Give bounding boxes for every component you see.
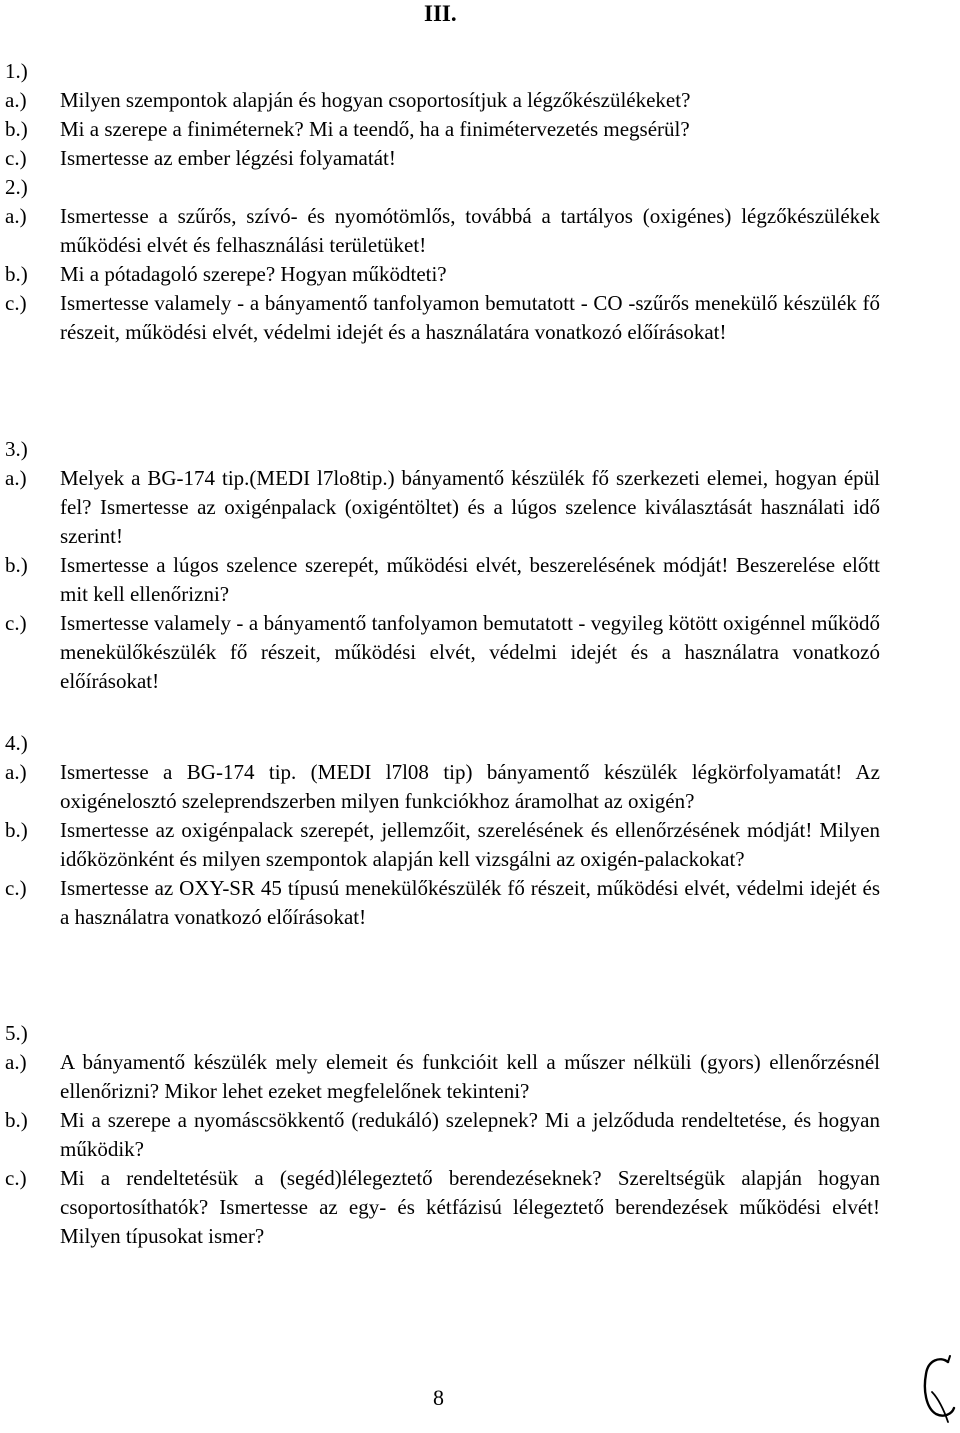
question-section-1 (5, 57, 880, 173)
question-item (5, 551, 880, 609)
item-label: a.) (5, 1050, 27, 1074)
section-number: 5.) (5, 1021, 28, 1045)
item-label: a.) (5, 88, 27, 112)
item-label: b.) (5, 117, 28, 141)
item-text: Mi a szerepe a finiméternek? Mi a teendő, ha a finimétervezetés megsérül? (60, 117, 690, 141)
question-item (5, 144, 880, 173)
item-label: a.) (5, 466, 27, 490)
item-text: Ismertesse az OXY-SR 45 típusú menekülőkészülék fő részeit, működési elvét, védelmi idejét és a használatra vonatkozó előírásokat! (60, 876, 880, 929)
question-item (5, 260, 880, 289)
question-item (5, 1048, 880, 1106)
question-section-2 (5, 173, 880, 347)
question-item (5, 758, 880, 816)
item-label: b.) (5, 818, 28, 842)
item-text: Ismertesse a BG-174 tip. (MEDI l7l08 tip) bányamentő készülék légkörfolyamatát! Az oxigénelosztó szeleprendszerben milyen funkciókhoz áramolhat az oxigén? (60, 760, 880, 813)
item-label: b.) (5, 1108, 28, 1132)
item-label: b.) (5, 553, 28, 577)
question-item (5, 1164, 880, 1251)
section-number: 1.) (5, 59, 28, 83)
item-label: a.) (5, 760, 27, 784)
section-number: 2.) (5, 175, 28, 199)
item-label: c.) (5, 146, 27, 170)
item-text: Ismertesse a szűrős, szívó- és nyomótömlős, továbbá a tartályos (oxigénes) légzőkészülékek működési elvét és felhasználási területüket! (60, 204, 880, 257)
question-item (5, 202, 880, 260)
item-text: Melyek a BG-174 tip.(MEDI l7lo8tip.) bányamentő készülék fő szerkezeti elemei, hogyan épül fel? Ismertesse az oxigénpalack (oxigéntöltet) és a lúgos szelence kiválasztását használati idő szerint! (60, 466, 880, 548)
section-number: 3.) (5, 437, 28, 461)
item-text: Mi a pótadagoló szerepe? Hogyan működteti? (60, 262, 447, 286)
page-number: 8 (433, 1385, 444, 1410)
item-text: Ismertesse valamely - a bányamentő tanfolyamon bemutatott - vegyileg kötött oxigénnel működő menekülőkészülék fő részeit, működési elvét, védelmi idejét és a használatra vonatkozó előírásokat! (60, 611, 880, 693)
question-section-5 (5, 1019, 880, 1251)
page-heading: III. (424, 1, 457, 26)
question-item (5, 115, 880, 144)
question-item (5, 816, 880, 874)
item-text: Milyen szempontok alapján és hogyan csoportosítjuk a légzőkészülékeket? (60, 88, 691, 112)
item-label: a.) (5, 204, 27, 228)
question-section-3 (5, 435, 880, 696)
item-label: c.) (5, 876, 27, 900)
item-text: Mi a rendeltetésük a (segéd)lélegeztető berendezéseknek? Szereltségük alapján hogyan csoportosíthatók? Ismertesse az egy- és kétfázisú lélegeztető berendezések működési elvét! Milyen típusokat ismer? (60, 1166, 880, 1248)
item-label: c.) (5, 291, 27, 315)
question-item (5, 464, 880, 551)
question-item (5, 1106, 880, 1164)
item-label: c.) (5, 611, 27, 635)
section-number: 4.) (5, 731, 28, 755)
item-label: c.) (5, 1166, 27, 1190)
item-text: Ismertesse az oxigénpalack szerepét, jellemzőit, szerelésének és ellenőrzésének módját! Milyen időközönként és milyen szempontok alapján kell vizsgálni az oxigén-palackokat? (60, 818, 880, 871)
item-text: Ismertesse az ember légzési folyamatát! (60, 146, 396, 170)
item-text: A bányamentő készülék mely elemeit és funkcióit kell a műszer nélküli (gyors) ellenőrzésnél ellenőrizni? Mikor lehet ezeket megfelelőnek tekinteni? (60, 1050, 880, 1103)
question-item (5, 86, 880, 115)
question-item (5, 289, 880, 347)
item-text: Ismertesse valamely - a bányamentő tanfolyamon bemutatott - CO -szűrős menekülő készülék fő részeit, működési elvét, védelmi idejét és a használatára vonatkozó előírásokat! (60, 291, 880, 344)
question-item (5, 874, 880, 932)
question-section-4 (5, 729, 880, 932)
item-text: Mi a szerepe a nyomáscsökkentő (redukáló) szelepnek? Mi a jelződuda rendeltetése, és hogyan működik? (60, 1108, 880, 1161)
item-label: b.) (5, 262, 28, 286)
handwritten-initial-mark (918, 1352, 958, 1424)
question-item (5, 609, 880, 696)
item-text: Ismertesse a lúgos szelence szerepét, működési elvét, beszerelésének módját! Beszerelése előtt mit kell ellenőrizni? (60, 553, 880, 606)
